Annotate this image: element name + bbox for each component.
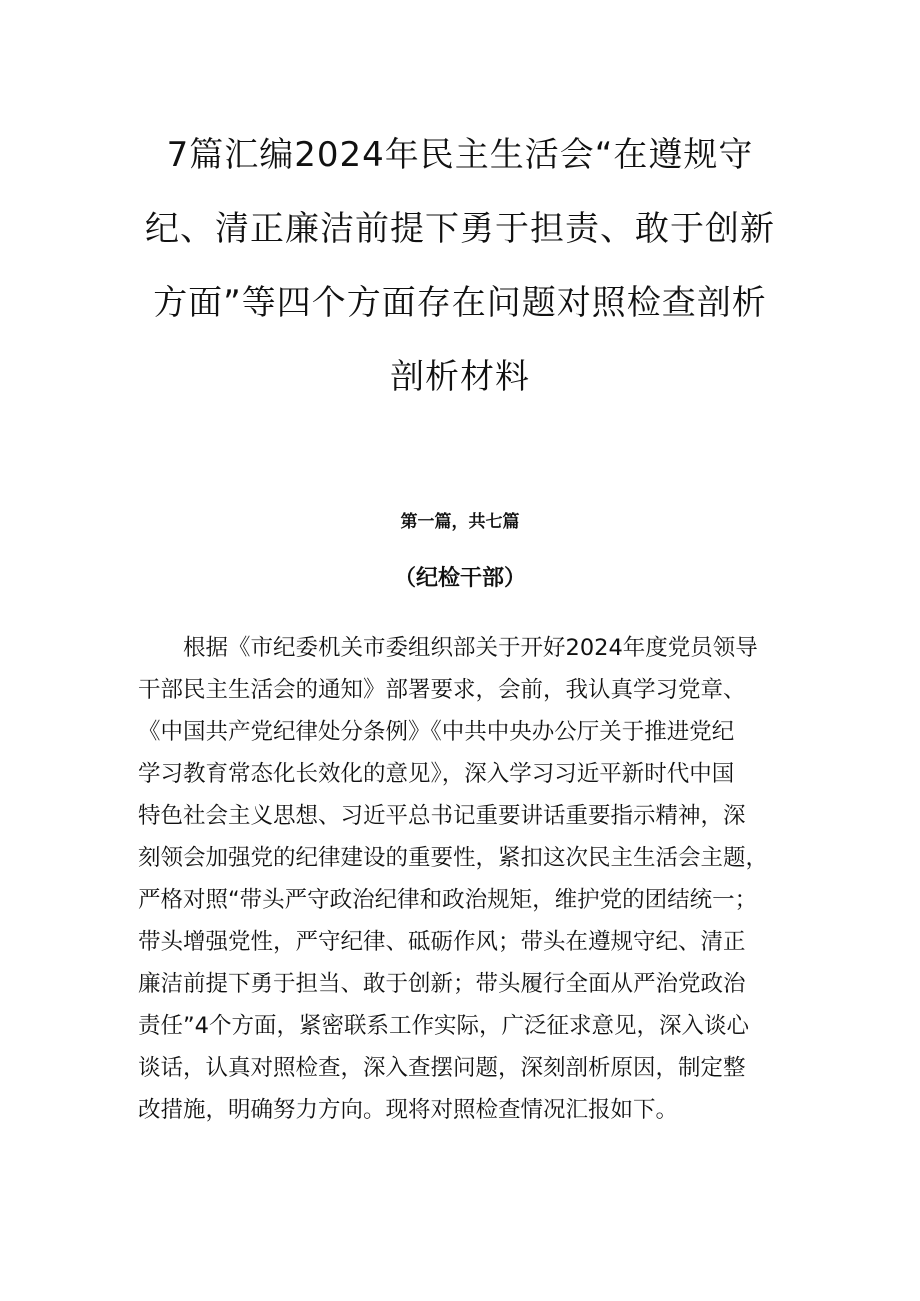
title-line-1: 7篇汇编2024年民主生活会“在遵规守 xyxy=(166,135,754,175)
document-title xyxy=(110,118,810,414)
body-line-8: 带头增强党性，严守纪律、砥砺作风；带头在遵规守纪、清正 xyxy=(138,929,746,955)
body-line-11: 谈话，认真对照检查，深入查摆问题，深刻剖析原因，制定整 xyxy=(138,1055,746,1081)
section-label: （纪检干部） xyxy=(393,566,526,591)
body-line-1: 根据《市纪委机关市委组织部关于开好2024年度党员领导 xyxy=(183,635,758,661)
body-line-2: 干部民主生活会的通知》部署要求，会前，我认真学习党章、 xyxy=(138,677,746,703)
body-line-4: 学习教育常态化长效化的意见》，深入学习习近平新时代中国 xyxy=(138,761,735,787)
body-line-3: 《中国共产党纪律处分条例》《中共中央办公厅关于推进党纪 xyxy=(138,719,735,745)
title-line-4: 剖析材料 xyxy=(390,357,530,397)
title-line-3: 方面”等四个方面存在问题对照检查剖析 xyxy=(153,283,767,323)
document-subtitle: 第一篇，共七篇 xyxy=(400,512,520,532)
title-line-2: 纪、清正廉洁前提下勇于担责、敢于创新 xyxy=(145,209,775,249)
body-line-7: 严格对照“带头严守政治纪律和政治规矩，维护党的团结统一； xyxy=(138,887,758,913)
body-line-12: 改措施，明确努力方向。现将对照检查情况汇报如下。 xyxy=(138,1097,679,1123)
body-line-10: 责任”4个方面，紧密联系工作实际，广泛征求意见，深入谈心 xyxy=(138,1013,749,1039)
body-line-9: 廉洁前提下勇于担当、敢于创新；带头履行全面从严治党政治 xyxy=(138,971,746,997)
body-paragraph xyxy=(138,627,798,1131)
body-line-6: 刻领会加强党的纪律建设的重要性，紧扣这次民主生活会主题， xyxy=(138,845,769,871)
body-line-5: 特色社会主义思想、习近平总书记重要讲话重要指示精神，深 xyxy=(138,803,746,829)
